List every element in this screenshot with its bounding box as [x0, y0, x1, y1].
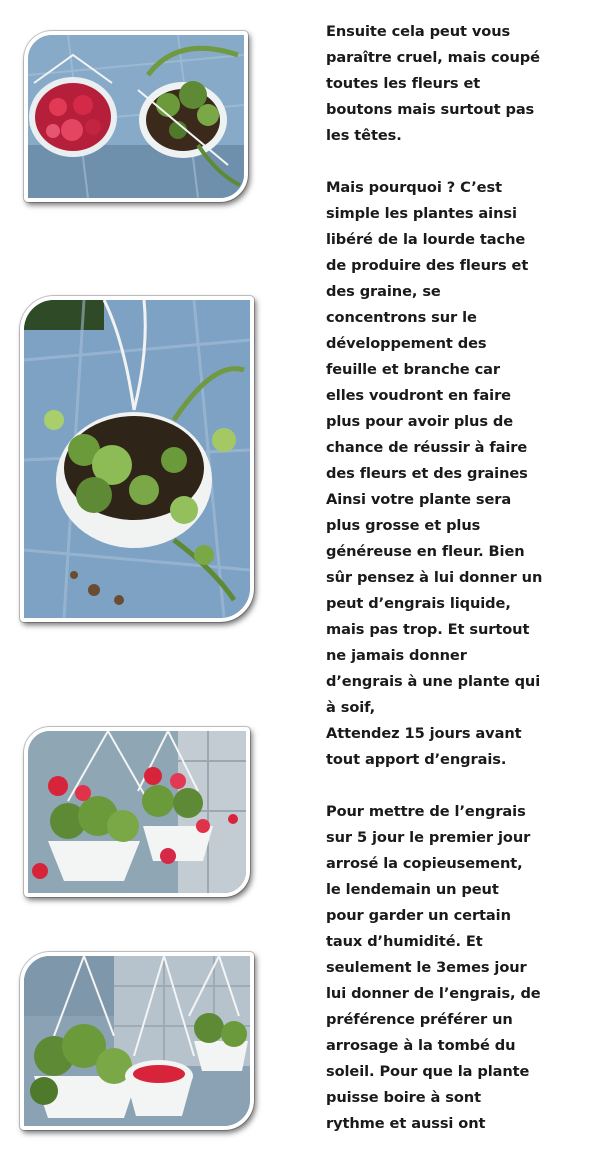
photo-three-hanging-baskets [20, 952, 254, 1130]
text-line: des graine, se [326, 283, 441, 300]
text-line: taux d’humidité. Et [326, 933, 483, 950]
text-line: concentrons sur le [326, 309, 477, 326]
text-line: simple les plantes ainsi [326, 205, 517, 222]
text-line: plus pour avoir plus de [326, 413, 514, 430]
text-line: sur 5 jour le premier jour [326, 829, 531, 846]
text-line: elles voudront en faire [326, 387, 511, 404]
photo-hanging-baskets-top-view [24, 31, 248, 202]
text-line: Mais pourquoi ? C’est [326, 179, 502, 196]
text-line: préférence préférer un [326, 1011, 513, 1028]
text-line: rythme et aussi ont [326, 1115, 486, 1132]
text-line: arrosé la copieusement, [326, 855, 523, 872]
text-line: développement des [326, 335, 487, 352]
photo-illustration [24, 956, 250, 1126]
text-line: sûr pensez à lui donner un [326, 569, 543, 586]
text-line: Attendez 15 jours avant [326, 725, 522, 742]
photo-illustration [24, 300, 250, 618]
article-text [326, 19, 588, 1163]
text-line: soleil. Pour que la plante [326, 1063, 530, 1080]
text-line: arrosage à la tombé du [326, 1037, 516, 1054]
text-line: des fleurs et des graines [326, 465, 528, 482]
text-line: Ensuite cela peut vous [326, 23, 511, 40]
photo-illustration [28, 35, 244, 198]
text-line: de produire des fleurs et [326, 257, 529, 274]
text-line: puisse boire à sont [326, 1089, 481, 1106]
text-line: lui donner de l’engrais, de [326, 985, 541, 1002]
text-line: ne jamais donner [326, 647, 467, 664]
paragraph-fertilizer [326, 799, 588, 1137]
paragraph-why [326, 175, 588, 773]
text-line: seulement le 3emes jour [326, 959, 527, 976]
text-line: peut d’engrais liquide, [326, 595, 511, 612]
text-line: Pour mettre de l’engrais [326, 803, 526, 820]
text-line: pour garder un certain [326, 907, 511, 924]
text-line: d’engrais à une plante qui [326, 673, 541, 690]
text-line: généreuse en fleur. Bien [326, 543, 525, 560]
photo-illustration [28, 731, 246, 893]
text-line: toutes les fleurs et [326, 75, 481, 92]
text-line: tout apport d’engrais. [326, 751, 507, 768]
text-line: le lendemain un peut [326, 881, 499, 898]
text-line: les têtes. [326, 127, 402, 144]
text-line: plus grosse et plus [326, 517, 481, 534]
photo-pruned-petunia-basket [20, 296, 254, 622]
text-line: mais pas trop. Et surtout [326, 621, 530, 638]
text-line: Ainsi votre plante sera [326, 491, 512, 508]
paragraph-pruning [326, 19, 588, 149]
text-line: feuille et branche car [326, 361, 500, 378]
text-line: à soif, [326, 699, 376, 716]
text-line: libéré de la lourde tache [326, 231, 526, 248]
photo-flowering-baskets-red [24, 727, 250, 897]
text-line: chance de réussir à faire [326, 439, 528, 456]
text-line: paraître cruel, mais coupé [326, 49, 540, 66]
text-line: boutons mais surtout pas [326, 101, 535, 118]
